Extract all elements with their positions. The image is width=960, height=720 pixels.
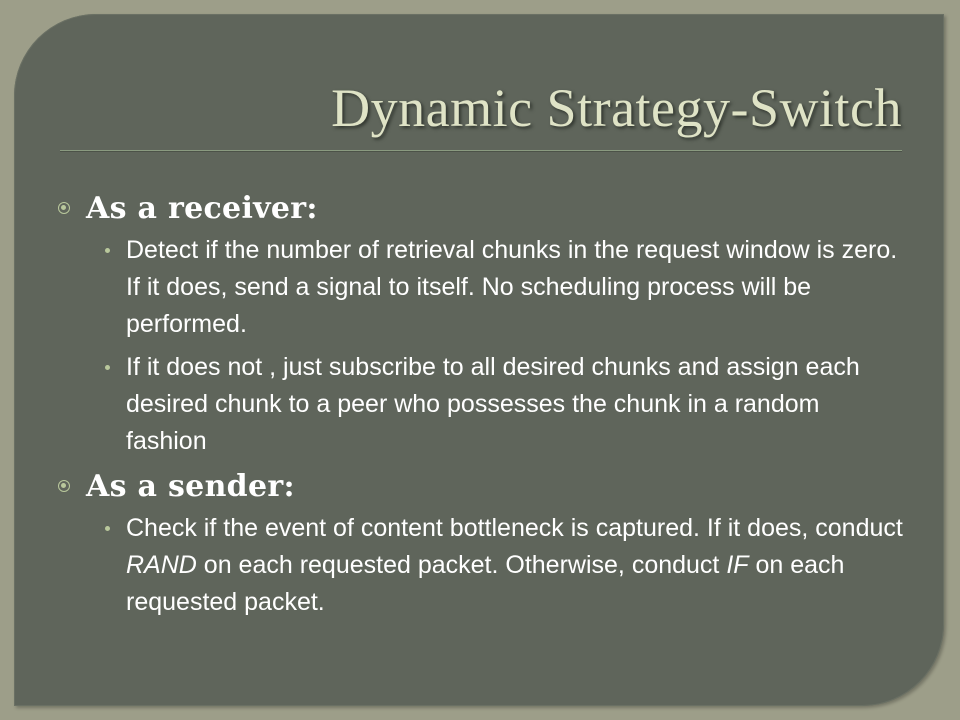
dot-icon (105, 526, 110, 531)
target-circle-icon (58, 202, 70, 214)
bullet-text-part: on each requested packet. (126, 551, 845, 616)
bullet-text-part: Check if the event of content bottleneck is captured. If it does, conduct (126, 514, 903, 542)
dot-icon (105, 365, 110, 370)
bullet-text-part: on each requested packet. Otherwise, conduct (196, 551, 727, 579)
section-heading-receiver: As a receiver: (86, 190, 318, 226)
list-item (56, 349, 906, 460)
slide-title: Dynamic Strategy-Switch (331, 78, 902, 138)
list-item (56, 232, 906, 343)
list-item (56, 510, 906, 621)
sender-bullet-list (56, 510, 906, 621)
bullet-emphasis-rand: RAND (126, 551, 197, 579)
section-heading-row (56, 466, 906, 506)
bullet-emphasis-if: IF (726, 551, 749, 579)
section-heading-row (56, 188, 906, 228)
bullet-text: If it does not , just subscribe to all desired chunks and assign each desired chunk to a peer who possesses the chunk in a random fashion (126, 353, 860, 455)
section-heading-sender: As a sender: (86, 468, 295, 504)
section-receiver (56, 188, 906, 460)
dot-icon (105, 248, 110, 253)
target-circle-icon (58, 480, 70, 492)
bullet-text: Detect if the number of retrieval chunks in the request window is zero. If it does, send a signal to itself. No scheduling process will be performed. (126, 236, 898, 338)
title-divider (60, 150, 902, 151)
receiver-bullet-list (56, 232, 906, 460)
slide-body (56, 188, 906, 627)
section-sender (56, 466, 906, 621)
